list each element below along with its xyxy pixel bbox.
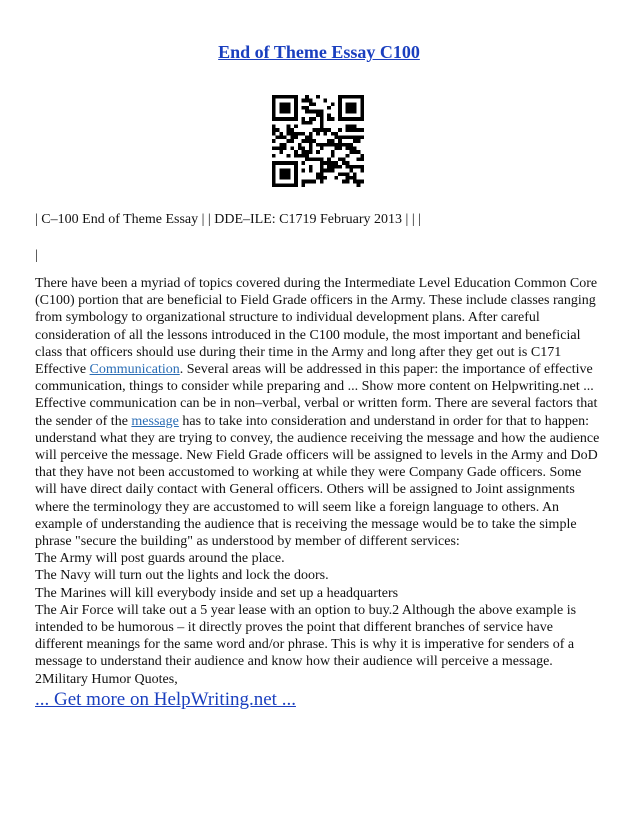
body-line: the sender of the message has to take into consideration and understand in order for that to happen: [35,413,590,429]
body-line: from symbology to organizational structure to individual development plans. After careful [35,310,540,326]
body-line: 2Military Humor Quotes, [35,671,178,687]
get-more-link[interactable]: ... Get more on HelpWriting.net ... [35,689,296,710]
separator-line: | [35,248,38,263]
body-line: phrase "secure the building" as understood by member of different services: [35,534,460,550]
essay-meta-line: | C–100 End of Theme Essay | | DDE–ILE: C1719 February 2013 | | | [35,212,421,227]
body-line: example of understanding the audience that is receiving the message would be to take the simple [35,516,577,532]
body-line: Effective communication can be in non–verbal, verbal or written form. There are several factors that [35,396,598,412]
body-line: understand what they are trying to convey, the audience receiving the message and how the audience [35,430,600,446]
body-line: The Army will post guards around the place. [35,551,285,567]
body-line: The Navy will turn out the lights and lock the doors. [35,568,329,584]
body-line: (C100) portion that are beneficial to Field Grade officers in the Army. These include classes ranging [35,293,596,309]
body-line: different meanings for the same word and/or phrase. This is why it is imperative for senders of a [35,637,575,653]
essay-body [35,275,605,688]
body-line: class that officers should use during their time in the Army and long after they get out is C171 [35,344,562,360]
body-line: that they have not been accustomed to working at while they were Company Gade officers. Some [35,465,582,481]
body-line: The Marines will kill everybody inside and set up a headquarters [35,585,399,601]
body-line: message to understand their audience and know how their audience will perceive a message. [35,654,553,670]
body-line: intended to be humorous – it directly proves the point that different branches of service have [35,620,553,636]
qr-code-icon [272,95,364,187]
body-line: communication, things to consider while preparing and ... Show more content on Helpwriting.net ... [35,379,594,395]
body-line: consideration of all the lessons introduced in the C100 module, the most important and beneficial [35,327,581,343]
body-line: will have direct daily contact with General officers. Others will be assigned to Joint assignments [35,482,575,498]
body-line: The Air Force will take out a 5 year lease with an option to buy.2 Although the above example is [35,602,577,618]
body-line: will perceive the message. New Field Grade officers will be assigned to levels in the Army and DoD [35,448,598,464]
inline-link-message[interactable]: message [131,413,179,429]
title-container [0,42,638,63]
body-line: There have been a myriad of topics covered during the Intermediate Level Education Common Core [35,276,598,291]
body-line: where the terminology they are accustomed to will seem like a foreign language to others. An [35,499,560,515]
body-line: Effective Communication. Several areas will be addressed in this paper: the importance of effective [35,362,593,378]
page-title[interactable]: End of Theme Essay C100 [218,42,420,62]
inline-link-communication[interactable]: Communication [89,362,180,378]
